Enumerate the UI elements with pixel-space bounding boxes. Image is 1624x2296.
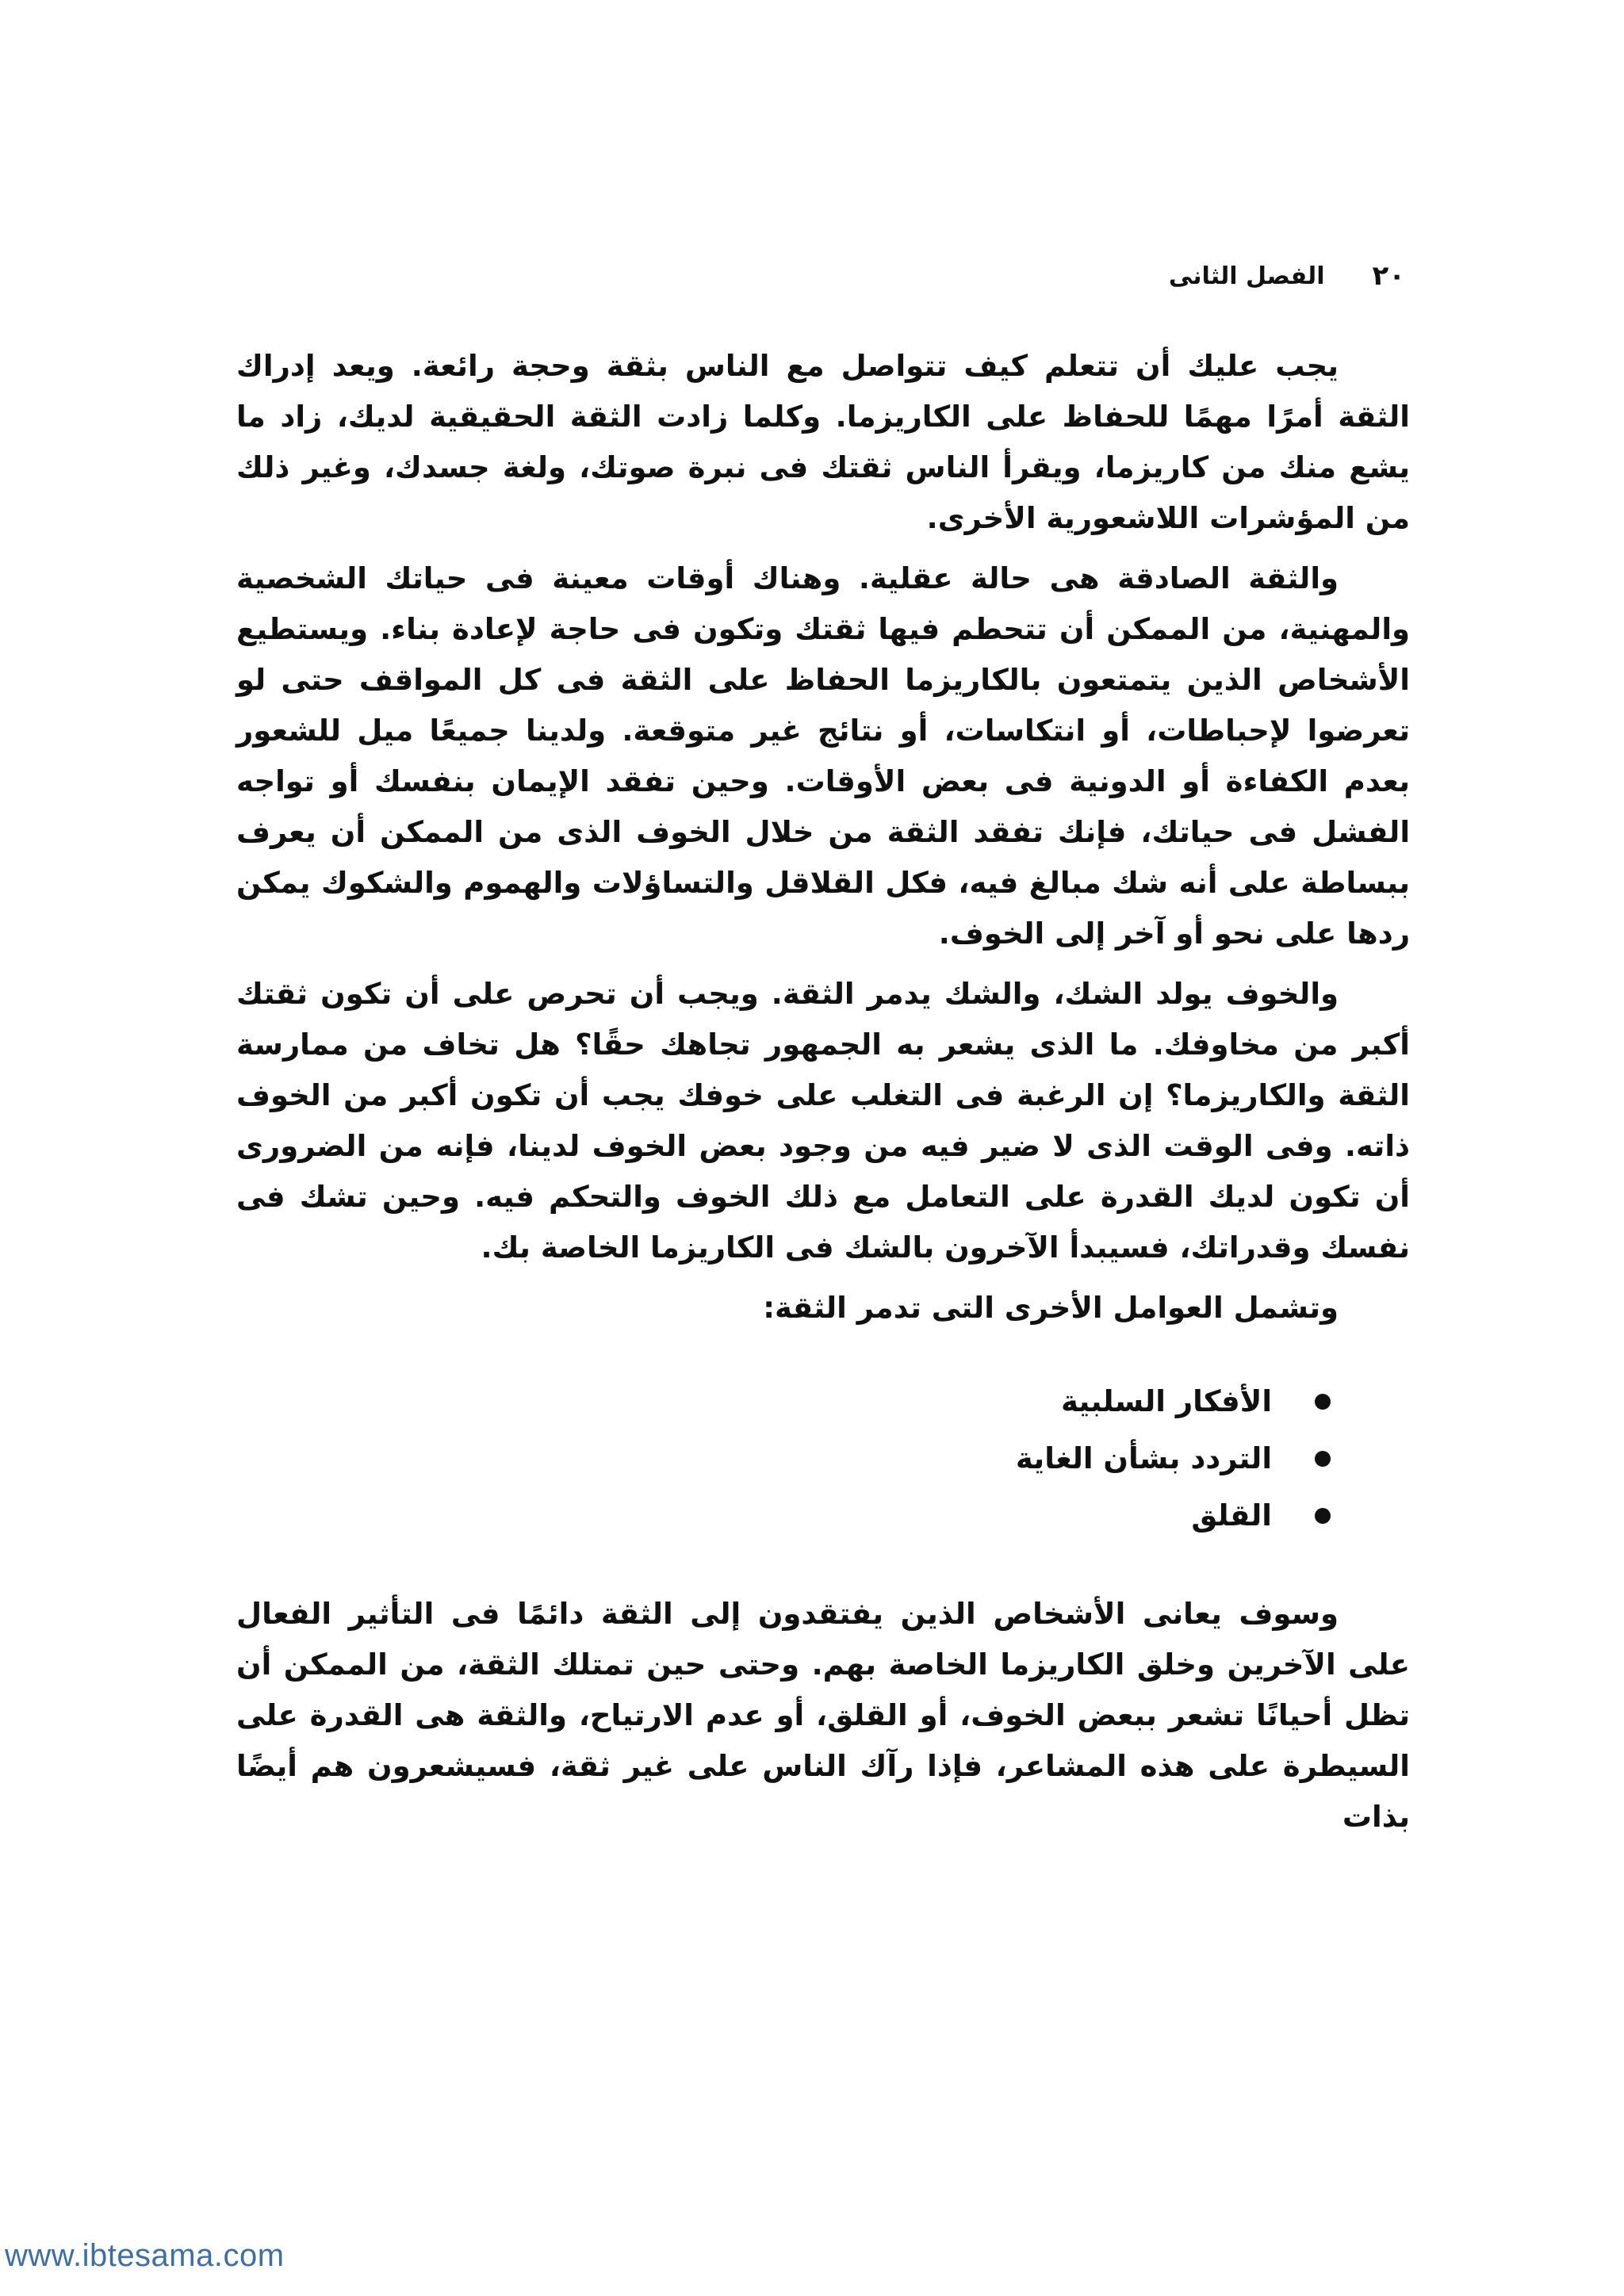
list-item xyxy=(236,1430,1331,1487)
page-number: ٢٠ xyxy=(1372,260,1405,292)
bullet-list xyxy=(236,1373,1410,1544)
paragraph: والثقة الصادقة هى حالة عقلية. وهناك أوقات معينة فى حياتك الشخصية والمهنية، من الممكن أن تتحطم فيها ثقتك وتكون فى حاجة لإعادة بناء. ويستطيع الأشخاص الذين يتمتعون بالكاريزما الحفاظ على الثقة فى كل المواقف حتى لو تعرضوا لإحباطات، أو انتكاسات، أو نتائج غير متوقعة. ولدينا جميعًا ميل للشعور بعدم الكفاءة أو الدونية فى بعض الأوقات. وحين تفقد الإيمان بنفسك أو تواجه الفشل فى حياتك، فإنك تفقد الثقة من خلال الخوف الذى من الممكن أن يعرف ببساطة على أنه شك مبالغ فيه، فكل القلاقل والتساؤلات والهموم والشكوك يمكن ردها على نحو أو آخر إلى الخوف. xyxy=(236,561,1410,951)
list-item-text: الأفكار السلبية xyxy=(1060,1384,1272,1418)
running-header xyxy=(216,252,1405,300)
body-text xyxy=(236,341,1410,1852)
list-item xyxy=(236,1487,1331,1544)
list-item-text: القلق xyxy=(1191,1498,1272,1533)
list-item-text: التردد بشأن الغاية xyxy=(1015,1441,1272,1475)
bullet-dot-icon xyxy=(1315,1451,1331,1467)
bullet-dot-icon xyxy=(1315,1394,1331,1410)
list-item xyxy=(236,1373,1331,1430)
closing-paragraph: وسوف يعانى الأشخاص الذين يفتقدون إلى الثقة دائمًا فى التأثير الفعال على الآخرين وخلق الكاريزما الخاصة بهم. وحتى حين تمتلك الثقة، من الممكن أن تظل أحيانًا تشعر ببعض الخوف، أو القلق، أو عدم الارتياح، والثقة هى القدرة على السيطرة على هذه المشاعر، فإذا رآك الناس على غير ثقة، فسيشعرون هم أيضًا بذات xyxy=(236,1597,1410,1834)
bullet-dot-icon xyxy=(1315,1508,1331,1524)
list-intro: وتشمل العوامل الأخرى التى تدمر الثقة: xyxy=(763,1291,1339,1325)
paragraph: والخوف يولد الشك، والشك يدمر الثقة. ويجب أن تحرص على أن تكون ثقتك أكبر من مخاوفك. ما الذى يشعر به الجمهور تجاهك حقًا؟ هل تخاف من ممارسة الثقة والكاريزما؟ إن الرغبة فى التغلب على خوفك يجب أن تكون أكبر من الخوف ذاته. وفى الوقت الذى لا ضير فيه من وجود بعض الخوف لدينا، فإنه من الضرورى أن تكون لديك القدرة على التعامل مع ذلك الخوف والتحكم فيه. وحين تشك فى نفسك وقدراتك، فسيبدأ الآخرون بالشك فى الكاريزما الخاصة بك. xyxy=(236,977,1410,1265)
watermark-url: www.ibtesama.com xyxy=(5,2238,285,2273)
paragraph: يجب عليك أن تتعلم كيف تتواصل مع الناس بثقة وحجة رائعة. ويعد إدراك الثقة أمرًا مهمًا للحفاظ على الكاريزما. وكلما زادت الثقة الحقيقية لديك، زاد ما يشع منك من كاريزما، ويقرأ الناس ثقتك فى نبرة صوتك، ولغة جسدك، وغير ذلك من المؤشرات اللاشعورية الأخرى. xyxy=(236,349,1410,535)
chapter-title: الفصل الثانى xyxy=(1168,262,1325,290)
